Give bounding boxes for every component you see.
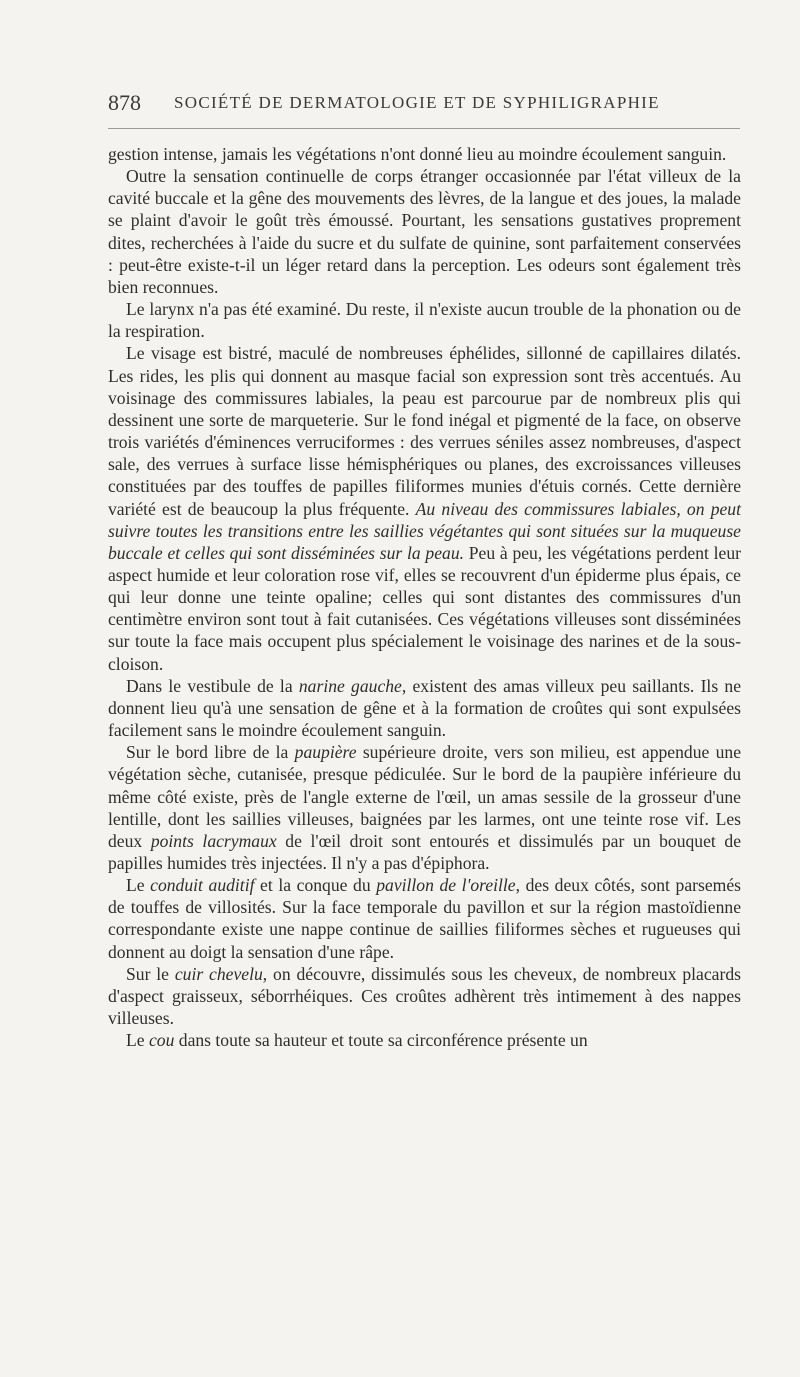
text-run: Le [126, 1030, 149, 1051]
header-rule [108, 128, 740, 129]
text-run: Le larynx n'a pas été examiné. Du reste, il n'existe aucun trouble de la phonation ou de la respiration. [108, 299, 741, 342]
text-run: Outre la sensation continuelle de corps étranger occasionnée par l'état villeux de la cavité buccale et la gêne des mouvements des lèvres, de la langue et des joues, la malade se plaint d'avoir le goût très émoussé. Pourtant, les sensations gustatives proprement dites, recherchées à l'aide du sucre et du sulfate de quinine, sont parfaitement conservées : peut-être existe-t-il un léger retard dans la perception. Les odeurs sont également très bien reconnues. [108, 166, 741, 297]
italic-text: cuir chevelu [174, 963, 263, 984]
italic-text: pavillon de l'oreille [376, 875, 516, 896]
paragraph [108, 675, 741, 741]
italic-text: paupière [294, 742, 357, 763]
text-run: Peu à peu, les végétations perdent leur aspect humide et leur coloration rose vif, elles se recouvrent d'un épiderme plus épais, ce qui leur donne une teinte opaline; celles qui sont distantes des commissures d'un centimètre environ sont tout à fait cutanisées. Ces végétations villeuses sont disséminées sur toute la face mais occupent plus spécialement le voisinage des narines et de la sous-cloison. [108, 542, 741, 674]
italic-text: points lacrymaux [150, 830, 277, 851]
italic-text: Au niveau des commissures labiales, on peut suivre toutes les transitions entre les saillies végétantes qui sont situées sur la muqueuse buccale et celles qui sont disséminées sur la peau. [108, 498, 741, 563]
text-run: dans toute sa hauteur et toute sa circonférence présente un [174, 1030, 588, 1051]
text-run: gestion intense, jamais les végétations n'ont donné lieu au moindre écoulement sanguin. [108, 144, 727, 164]
text-run: , on découvre, dissimulés sous les cheveux, de nombreux placards d'aspect graisseux, séborrhéiques. Ces croûtes adhèrent très intimement à des nappes villeuses. [108, 963, 741, 1029]
paragraph [108, 342, 741, 674]
text-run: , des deux côtés, sont parsemés de touffes de villosités. Sur la face temporale du pavillon et sur la région mastoïdienne correspondante existe une nappe continue de saillies filiformes sèches et rugueuses qui donnent au doigt la sensation d'une râpe. [108, 875, 741, 962]
text-run: supérieure droite, vers son milieu, est appendue une végétation sèche, cutanisée, presque pédiculée. Sur le bord de la paupière inférieure du même côté existe, près de l'angle externe de l'œil, un amas sessile de la grosseur d'une lentille, dont les saillies villeuses, baignées par les larmes, ont une teinte rose vif. Les deux [108, 742, 742, 851]
text-run: Sur le [126, 963, 175, 984]
paragraph [108, 874, 741, 963]
text-run: Sur le bord libre de la [126, 742, 295, 763]
page-number: 878 [108, 90, 141, 115]
page-header [108, 86, 740, 120]
italic-text: narine gauche [298, 675, 402, 696]
text-run: , existent des amas villeux peu saillants. Ils ne donnent lieu qu'à une sensation de gêne et à la formation de croûtes qui sont expulsées facilement sans le moindre écoulement sanguin. [108, 675, 742, 741]
paragraph [108, 741, 741, 874]
body-text [108, 143, 741, 1051]
italic-text: cou [148, 1030, 175, 1051]
paragraph [108, 1029, 741, 1051]
text-run: Dans le vestibule de la [126, 675, 299, 696]
paragraph [108, 143, 741, 165]
paragraph [108, 165, 741, 298]
text-run: Le visage est bistré, maculé de nombreuses éphélides, sillonné de capillaires dilatés. Les rides, les plis qui donnent au masque facial son expression sont très accentués. Au voisinage des commissures labiales, la peau est parcourue par de nombreux plis qui dessinent une sorte de marqueterie. Sur le fond inégal et pigmenté de la face, on observe trois variétés d'éminences verruciformes : des verrues séniles assez nombreuses, d'aspect sale, des verrues à surface lisse hémisphériques ou planes, des excroissances villeuses constituées par des touffes de papilles filiformes munies d'étuis cornés. Cette dernière variété est de beaucoup la plus fréquente. [108, 343, 741, 519]
text-run: Le [126, 875, 151, 896]
paragraph [108, 963, 741, 1029]
text-run: et la conque du [254, 875, 377, 896]
running-title: SOCIÉTÉ DE DERMATOLOGIE ET DE SYPHILIGRAPHIE [174, 93, 660, 112]
italic-text: conduit auditif [150, 875, 255, 896]
text-run: de l'œil droit sont entourés et dissimulés par un bouquet de papilles humides très injectées. Il n'y a pas d'épiphora. [108, 830, 742, 873]
paragraph [108, 298, 741, 342]
